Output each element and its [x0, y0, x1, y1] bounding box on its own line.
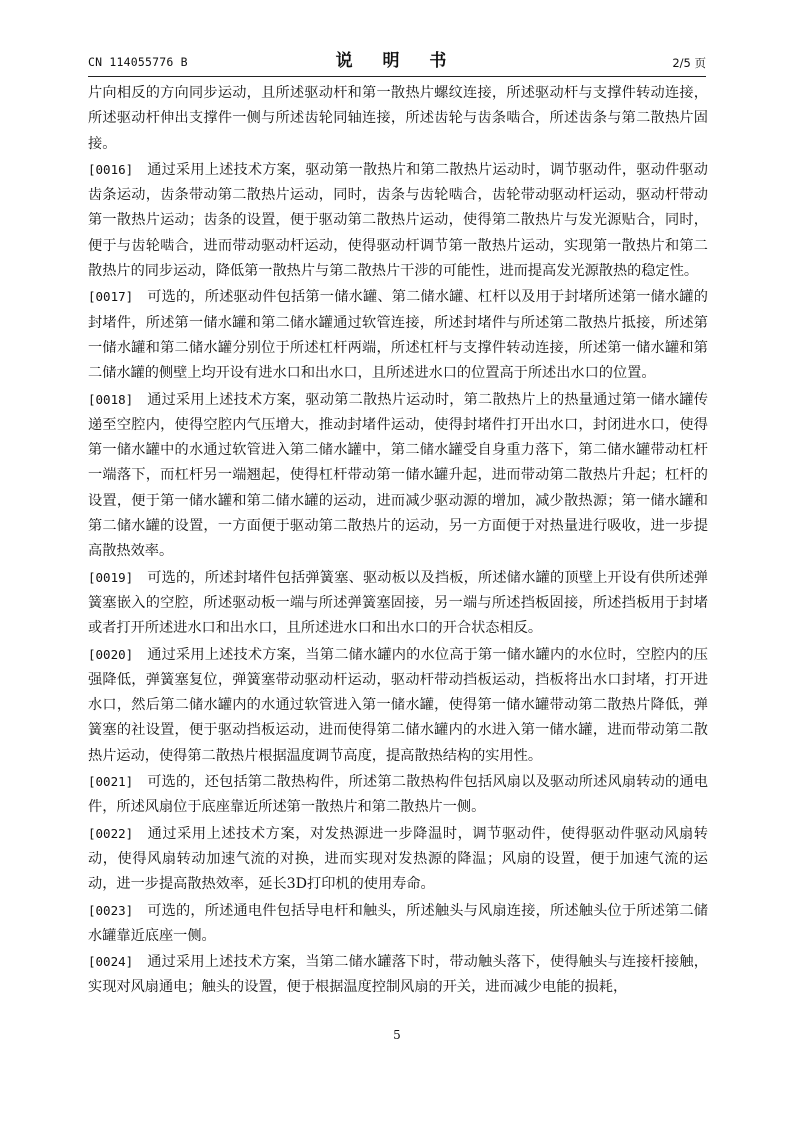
paragraph-text: 通过采用上述技术方案，驱动第一散热片和第二散热片运动时，调节驱动件，驱动件驱动齿条运动，齿条带动第二散热片运动，同时，齿条与齿轮啮合，齿轮带动驱动杆运动，驱动杆带动第一散热片运动；齿条的设置，便于驱动第二散热片运动，使得第二散热片与发光源贴合，同时，便于与齿轮啮合，进而带动驱动杆运动，使得驱动杆调节第一散热片运动，实现第一散热片和第二散热片的同步运动，降低第一散热片与第二散热片干涉的可能性，进而提高发光源散热的稳定性。: [88, 161, 708, 280]
paragraph: [88, 81, 708, 157]
page-header: [88, 44, 706, 76]
paragraph-number: [0020]: [88, 646, 134, 662]
paragraph-text: 通过采用上述技术方案，驱动第二散热片运动时，第二散热片上的热量通过第一储水罐传递至空腔内，使得空腔内气压增大，推动封堵件运动，使得封堵件打开出水口，封闭进水口，使得第一储水罐中的水通过软管进入第二储水罐中，第二储水罐受自身重力落下，第二储水罐带动杠杆一端落下，而杠杆另一端翘起，使得杠杆带动第一储水罐升起，进而带动第二散热片升起；杠杆的设置，便于第一储水罐和第二储水罐的运动，进而减少驱动源的增加，减少散热源；第一储水罐和第二储水罐的设置，一方面便于驱动第二散热片的运动，另一方面便于对热量进行吸收，进一步提高散热效率。: [88, 391, 708, 560]
paragraph: [88, 949, 708, 1001]
paragraph: [88, 821, 708, 898]
paragraph-text: 可选的，所述通电件包括导电杆和触头，所述触头与风扇连接，所述触头位于所述第二储水罐靠近底座一侧。: [88, 902, 708, 944]
paragraph: [88, 565, 708, 642]
paragraph-number: [0017]: [88, 289, 134, 305]
paragraph: [88, 157, 708, 284]
paragraph-number: [0023]: [88, 902, 134, 918]
header-rule: [88, 76, 706, 77]
paragraph-text: 通过采用上述技术方案，当第二储水罐内的水位高于第一储水罐内的水位时，空腔内的压强降低，弹簧塞复位，弹簧塞带动驱动杆运动，驱动杆带动挡板运动，挡板将出水口封堵，打开进水口，然后第二储水罐内的水通过软管进入第一储水罐，使得第一储水罐带动第二散热片降低，弹簧塞的社设置，便于驱动挡板运动，进而使得第二储水罐内的水进入第一储水罐，进而带动第二散热片运动，使得第二散热片根据温度调节高度，提高散热结构的实用性。: [88, 646, 708, 764]
paragraph-text: 可选的，所述封堵件包括弹簧塞、驱动板以及挡板，所述储水罐的顶壁上开设有供所述弹簧塞嵌入的空腔，所述驱动板一端与所述弹簧塞固接，另一端与所述挡板固接，所述挡板用于封堵或者打开所述进水口和出水口，且所述进水口和出水口的开合状态相反。: [88, 569, 708, 637]
page-body: [88, 81, 708, 1001]
paragraph-text: 可选的，所述驱动件包括第一储水罐、第二储水罐、杠杆以及用于封堵所述第一储水罐的封堵件，所述第一储水罐和第二储水罐通过软管连接，所述封堵件与所述第二散热片抵接，所述第一储水罐和第二储水罐分别位于所述杠杆两端，所述杠杆与支撑件转动连接，所述第一储水罐和第二储水罐的侧壁上均开设有进水口和出水口，且所述进水口的位置高于所述出水口的位置。: [88, 289, 708, 382]
page-indicator: 2/5 页: [672, 56, 706, 70]
paragraph-number: [0016]: [88, 161, 134, 177]
paragraph-text: 片向相反的方向同步运动，且所述驱动杆和第一散热片螺纹连接，所述驱动杆与支撑件转动连接，所述驱动杆伸出支撑件一侧与所述齿轮同轴连接，所述齿轮与齿条啮合，所述齿条与第二散热片固接。: [88, 85, 708, 152]
paragraph: [88, 642, 708, 769]
paragraph-number: [0024]: [88, 954, 134, 970]
paragraph-text: 可选的，还包括第二散热构件，所述第二散热构件包括风扇以及驱动所述风扇转动的通电件，所述风扇位于底座靠近所述第一散热片和第二散热片一侧。: [88, 774, 708, 816]
paragraph: [88, 387, 708, 565]
patent-number: CN 114055776 B: [88, 55, 188, 69]
paragraph-number: [0018]: [88, 391, 134, 407]
paragraph: [88, 898, 708, 950]
page-number: 5: [393, 1028, 401, 1042]
paragraph: [88, 769, 708, 821]
paragraph-number: [0022]: [88, 825, 134, 841]
paragraph: [88, 284, 708, 386]
paragraph-number: [0021]: [88, 774, 134, 790]
document-title: 说 明 书: [335, 51, 459, 71]
paragraph-text: 通过采用上述技术方案，对发热源进一步降温时，调节驱动件，使得驱动件驱动风扇转动，使得风扇转动加速气流的对换，进而实现对发热源的降温；风扇的设置，便于加速气流的运动，进一步提高散热效率，延长3D打印机的使用寿命。: [88, 825, 708, 893]
paragraph-text: 通过采用上述技术方案，当第二储水罐落下时，带动触头落下，使得触头与连接杆接触，实现对风扇通电；触头的设置，便于根据温度控制风扇的开关，进而减少电能的损耗，: [88, 954, 708, 996]
paragraph-number: [0019]: [88, 569, 134, 585]
